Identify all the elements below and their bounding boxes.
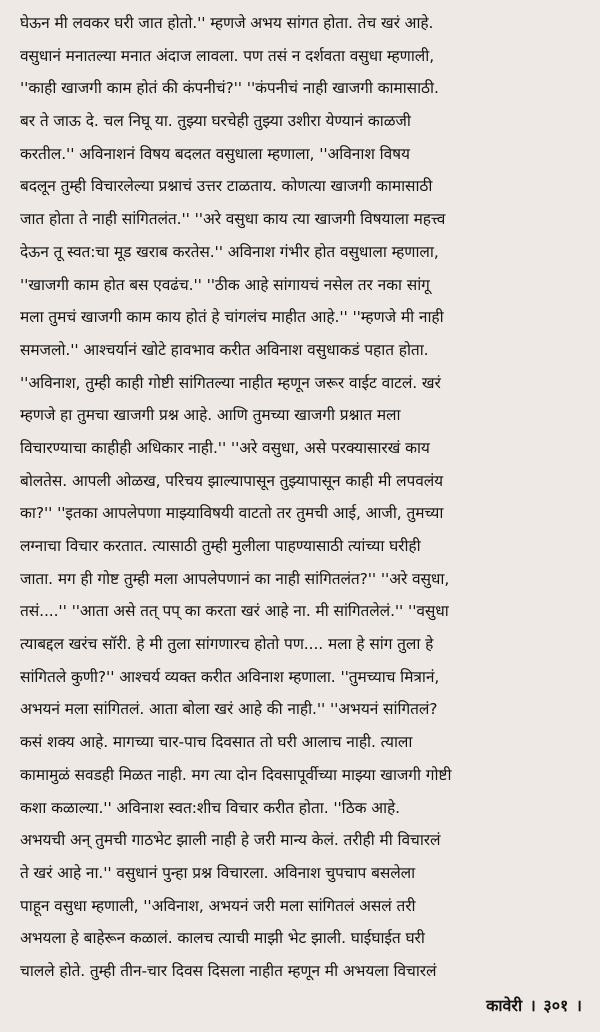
text-line: पाहून वसुधा म्हणाली, ''अविनाश, अभयनं जरी मला सांगितलं असलं तरी — [20, 896, 416, 915]
text-line: अभयला हे बाहेरून कळालं. कालच त्याची माझी भेट झाली. घाईघाईत घरी — [20, 929, 425, 948]
page-footer — [484, 994, 582, 1016]
page-number: ३०१ — [543, 996, 569, 1015]
text-line: जात होता ते नाही सांगितलंत.'' ''अरे वसुधा काय त्या खाजगी विषयाला महत्त्व — [20, 210, 446, 229]
text-line: समजलो.'' आश्चर्यानं खोटे हावभाव करीत अविनाश वसुधाकडं पहात होता. — [20, 340, 429, 359]
text-line: ''खाजगी काम होत बस एवढंच.'' ''ठीक आहे सांगायचं नसेल तर नका सांगू — [20, 275, 430, 294]
text-line: तसं....'' ''आता असे तत् पप् का करता खरं आहे ना. मी सांगितलेलं.'' ''वसुधा — [20, 602, 449, 621]
text-line: कशा कळाल्या.'' अविनाश स्वत:शीच विचार करीत होता. ''ठिक आहे. — [20, 798, 400, 817]
text-line: विचारण्याचा काहीही अधिकार नाही.'' ''अरे वसुधा, असे परक्यासारखं काय — [20, 438, 430, 457]
footer-separator: । — [529, 996, 536, 1015]
text-line: ''अविनाश, तुम्ही काही गोष्टी सांगितल्या नाहीत म्हणून जरूर वाईट वाटलं. खरं — [20, 373, 441, 392]
text-line: वसुधानं मनातल्या मनात अंदाज लावला. पण तसं न दर्शवता वसुधा म्हणाली, — [20, 46, 435, 65]
text-line: जाता. मग ही गोष्ट तुम्ही मला आपलेपणानं का नाही सांगितलंत?'' ''अरे वसुधा, — [20, 569, 450, 588]
text-line: बर ते जाऊ दे. चल निघू या. तुझ्या घरचेही तुझ्या उशीरा येण्यानं काळजी — [20, 112, 411, 131]
text-line: बोलतेस. आपली ओळख, परिचय झाल्यापासून तुझ्यापासून काही मी लपवलंय — [20, 471, 444, 490]
text-line: म्हणजे हा तुमचा खाजगी प्रश्न आहे. आणि तुमच्या खाजगी प्रश्नात मला — [20, 406, 401, 425]
text-line: करतील.'' अविनाशनं विषय बदलत वसुधाला म्हणाला, ''अविनाश विषय — [20, 144, 410, 163]
footer-end-mark: । — [575, 996, 582, 1015]
text-line: कामामुळं सवडही मिळत नाही. मग त्या दोन दिवसापूर्वीच्या माझ्या खाजगी गोष्टी — [20, 765, 452, 784]
text-line: देऊन तू स्वत:चा मूड खराब करतेस.'' अविनाश गंभीर होत वसुधाला म्हणाला, — [20, 242, 439, 261]
text-line: ''काही खाजगी काम होतं की कंपनीचं?'' ''कंपनीचं नाही खाजगी कामासाठी. — [20, 79, 439, 98]
text-line: बदलून तुम्ही विचारलेल्या प्रश्नाचं उत्तर टाळताय. कोणत्या खाजगी कामासाठी — [20, 177, 433, 196]
text-line: ते खरं आहे ना.'' वसुधानं पुन्हा प्रश्न विचारला. अविनाश चुपचाप बसलेला — [20, 863, 416, 882]
text-line: घेऊन मी लवकर घरी जात होतो.'' म्हणजे अभय सांगत होता. तेच खरं आहे. — [20, 14, 434, 32]
text-line: लग्नाचा विचार करतात. त्यासाठी तुम्ही मुलीला पाहण्यासाठी त्यांच्या घरीही — [20, 537, 421, 555]
text-line: अभयची अन् तुमची गाठभेट झाली नाही हे जरी मान्य केलं. तरीही मी विचारलं — [20, 831, 441, 850]
text-line: चालले होते. तुम्ही तीन-चार दिवस दिसला नाहीत म्हणून मी अभयला विचारलं — [20, 961, 437, 980]
text-line: कसं शक्य आहे. मागच्या चार-पाच दिवसात तो घरी आलाच नाही. त्याला — [20, 733, 413, 752]
text-line: त्याबद्दल खरंच सॉरी. हे मी तुला सांगणारच होतो पण.... मला हे सांग तुला हे — [20, 635, 434, 654]
text-line: अभयनं मला सांगितलं. आता बोला खरं आहे की नाही.'' ''अभयनं सांगितलं? — [20, 700, 438, 719]
text-line: सांगितले कुणी?'' आश्चर्य व्यक्त करीत अविनाश म्हणाला. ''तुमच्याच मित्रानं, — [20, 667, 440, 686]
text-line: का?'' ''इतका आपलेपणा माझ्याविषयी वाटतो तर तुमची आई, आजी, तुमच्या — [20, 504, 444, 523]
body-text — [20, 7, 586, 988]
book-title: कावेरी — [486, 996, 523, 1015]
text-line: मला तुमचं खाजगी काम काय होतं हे चांगलंच माहीत आहे.'' ''म्हणजे मी नाही — [20, 308, 444, 327]
